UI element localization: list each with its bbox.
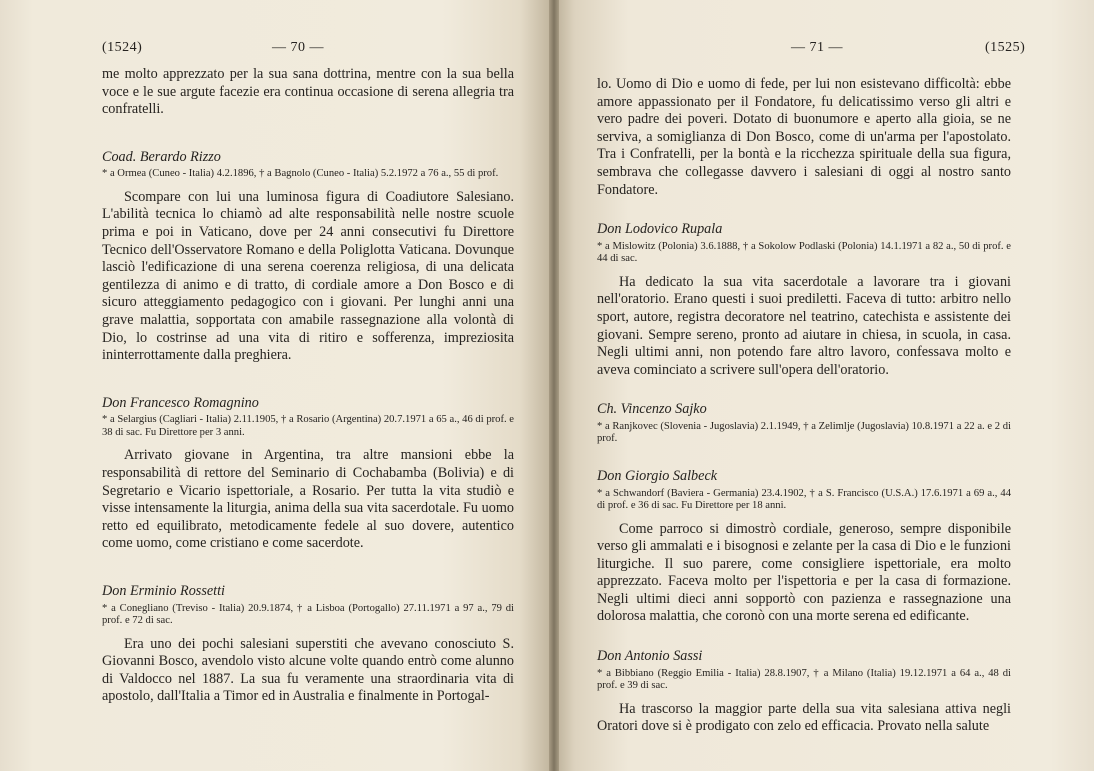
obituary-text: Arrivato giovane in Argentina, tra altre mansioni ebbe la responsabilità di rettore del Seminario di Cochabamba (Bolivia) e di Segretario e Vicario ispettoriale, a Rosario. Per tutta la vita studiò e visse intensamente la liturgia, anima della sua vita sacerdotale. Fu uomo retto ed equilibrato, metodicamente fedele al suo dovere, autentico come uomo, come cristiano e come sacerdote.: [102, 447, 514, 552]
obituary-name: Ch. Vincenzo Sajko: [597, 401, 707, 418]
obituary-details: * a Selargius (Cagliari - Italia) 2.11.1905, † a Rosario (Argentina) 20.7.1971 a 65 a., 46 di prof. e 38 di sac. Fu Direttore per 3 anni.: [102, 414, 514, 438]
obituary-entry: [597, 468, 1011, 626]
right-page-number: — 71 —: [791, 40, 843, 55]
obituary-entry: [102, 583, 514, 706]
obituary-details: * a Conegliano (Treviso - Italia) 20.9.1874, † a Lisboa (Portogallo) 27.11.1971 a 97 a., 79 di prof. e 72 di sac.: [102, 602, 514, 627]
book-gutter: [549, 0, 559, 771]
obituary-entry: [597, 648, 1011, 736]
obituary-entry: [597, 221, 1011, 379]
obituary-details: * a Ranjkovec (Slovenia - Jugoslavia) 2.1.1949, † a Zelimlje (Jugoslavia) 10.8.1971 a 22 a. e 2 di prof.: [597, 420, 1011, 445]
right-page: [553, 0, 1094, 771]
left-page-content: [102, 66, 514, 706]
right-page-content: [597, 76, 1011, 736]
obituary-text: Scompare con lui una luminosa figura di Coadiutore Salesiano. L'abilità tecnica lo chiamò ad alte responsabilità nelle nostre scuole prima e poi in Vaticano, dove per 24 anni consecutivi fu Direttore Tecnico dell'Osservatore Romano e della Poliglotta Vaticana. Dovunque lasciò l'edificazione di una serena coerenza religiosa, di una delicata gentilezza di animo e di tratto, di cordiale amore a Don Bosco e di sicuro atteggiamento pedagogico con i giovani. Per lunghi anni una grave malattia, sopportata con amabile rassegnazione alla volontà di Dio, lo costrinse ad una vita di ritiro e sofferenza, impreziosita ininterrottamente dalla preghiera.: [102, 188, 514, 364]
obituary-entry: [102, 149, 514, 365]
left-page-number: — 70 —: [272, 40, 324, 55]
obituary-name: Don Antonio Sassi: [597, 648, 703, 665]
right-intro-paragraph: lo. Uomo di Dio e uomo di fede, per lui non esistevano difficoltà: ebbe amore appassionato per il Fondatore, fu delicatissimo verso gli altri e vero padre dei poveri. Dotato di buonumore e aperto alla gioia, se ne serviva, a somiglianza di Don Bosco, come di un'arma per l'apostolato. Tra i Confratelli, per la bontà e la ricchezza spirituale della sua figura, sembrava che collegasse davvero i salesiani di oggi al nostro santo Fondatore.: [597, 76, 1011, 198]
obituary-name: Don Giorgio Salbeck: [597, 467, 718, 484]
obituary-details: * a Ormea (Cuneo - Italia) 4.2.1896, † a Bagnolo (Cuneo - Italia) 5.2.1972 a 76 a., 55 di prof.: [102, 168, 499, 180]
obituary-entry: [102, 395, 514, 553]
obituary-entry: [597, 401, 1011, 446]
left-intro-paragraph: me molto apprezzato per la sua sana dottrina, mentre con la sua bella voce e le sue argute facezie era continua occasione di serena allegria tra confratelli.: [102, 66, 514, 118]
obituary-name: Don Erminio Rossetti: [102, 582, 225, 599]
obituary-name: Don Francesco Romagnino: [102, 394, 259, 411]
obituary-text: Era uno dei pochi salesiani superstiti che avevano conosciuto S. Giovanni Bosco, avendolo visto alcune volte quando entrò come alunno di Valdocco nel 1887. La sua fu veramente una straordinaria vita di apostolo, dall'Italia a Timor ed in Australia e finalmente in Portogal-: [102, 635, 514, 705]
obituary-text: Ha trascorso la maggior parte della sua vita salesiana attiva negli Oratori dove si è prodigato con zelo ed efficacia. Provato nella salute: [597, 700, 1011, 735]
obituary-text: Come parroco si dimostrò cordiale, generoso, sempre disponibile verso gli ammalati e i bisognosi e zelante per la casa di Dio e le funzioni liturgiche. Il suo parere, come consigliere ispettoriale, era molto apprezzato. Faceva molto per l'ispettoria e per la casa di formazione. Negli ultimi dieci anni sopportò con pazienza e rassegnazione una dolorosa malattia, che coronò con una morte serena ed edificante.: [597, 520, 1011, 625]
obituary-details: * a Mislowitz (Polonia) 3.6.1888, † a Sokolow Podlaski (Polonia) 14.1.1971 a 82 a., 50 di prof. e 44 di sac.: [597, 240, 1011, 265]
obituary-details: * a Bibbiano (Reggio Emilia - Italia) 28.8.1907, † a Milano (Italia) 19.12.1971 a 64 a., 48 di prof. e 39 di sac.: [597, 667, 1011, 692]
obituary-name: Coad. Berardo Rizzo: [102, 148, 221, 165]
obituary-details: * a Schwandorf (Baviera - Germania) 23.4.1902, † a S. Francisco (U.S.A.) 17.6.1971 a 69 a., 44 di prof. e 36 di sac. Fu Direttore per 18 anni.: [597, 487, 1011, 511]
obituary-text: Ha dedicato la sua vita sacerdotale a lavorare tra i giovani nell'oratorio. Erano questi i suoi prediletti. Faceva di tutto: arbitro nello sport, autore, registra decoratore nel teatrino, catechista e assistente dei giovani. Sempre sereno, pronto ad aiutare in chiesa, in scuola, in casa. Negli ultimi anni, non potendo fare altro lavoro, confessava molto e aveva cominciato a scrivere sull'opera dell'oratorio.: [597, 273, 1011, 378]
right-page-ref: (1525): [985, 40, 1026, 55]
obituary-name: Don Lodovico Rupala: [597, 221, 723, 238]
left-page-ref: (1524): [102, 40, 143, 55]
